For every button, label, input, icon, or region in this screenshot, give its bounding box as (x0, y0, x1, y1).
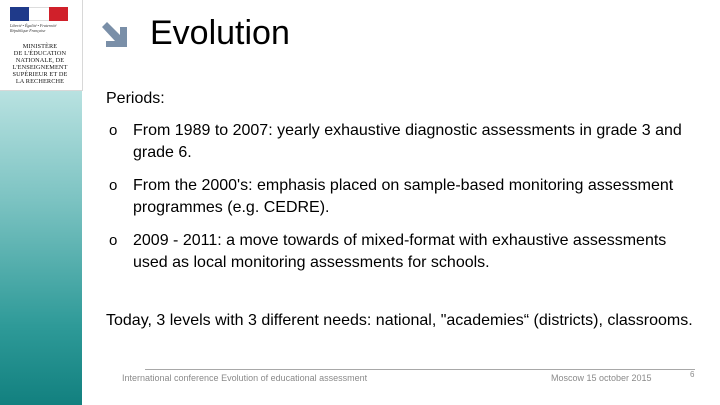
list-item (106, 175, 686, 219)
ministry-name: MINISTÈRE DE L'ÉDUCATION NATIONALE, DE L'ENSEIGNEMENT SUPÉRIEUR ET DE LA RECHERCHE (12, 43, 68, 85)
french-flag-icon (10, 7, 68, 21)
list-item (106, 120, 686, 164)
logo-motto: Liberté • Égalité • Fraternité République Française (10, 23, 57, 33)
footer-date: Moscow 15 october 2015 (551, 373, 652, 383)
bullet-marker: o (109, 232, 118, 249)
bullet-list (106, 120, 686, 274)
arrow-down-right-icon (100, 22, 128, 48)
bullet-text: 2009 - 2011: a move towards of mixed-format with exhaustive assessments used as local monitoring assessments for schools. (133, 232, 667, 271)
footer-divider (145, 369, 695, 370)
side-color-band (0, 90, 82, 405)
bullet-text: From 1989 to 2007: yearly exhaustive diagnostic assessments in grade 3 and grade 6. (133, 122, 682, 161)
bullet-marker: o (109, 122, 118, 139)
bullet-text: From the 2000's: emphasis placed on sample-based monitoring assessment programmes (e.g. CEDRE). (133, 177, 674, 216)
bullet-marker: o (109, 177, 118, 194)
footer-conference: International conference Evolution of educational assessment (122, 373, 368, 383)
summary-paragraph: Today, 3 levels with 3 different needs: national, "academies“ (districts), classrooms. (106, 312, 693, 329)
page-number: 6 (690, 370, 695, 379)
list-item (106, 230, 686, 274)
ministry-logo (0, 0, 83, 91)
slide-title: Evolution (150, 14, 290, 52)
periods-label: Periods: (106, 90, 165, 107)
